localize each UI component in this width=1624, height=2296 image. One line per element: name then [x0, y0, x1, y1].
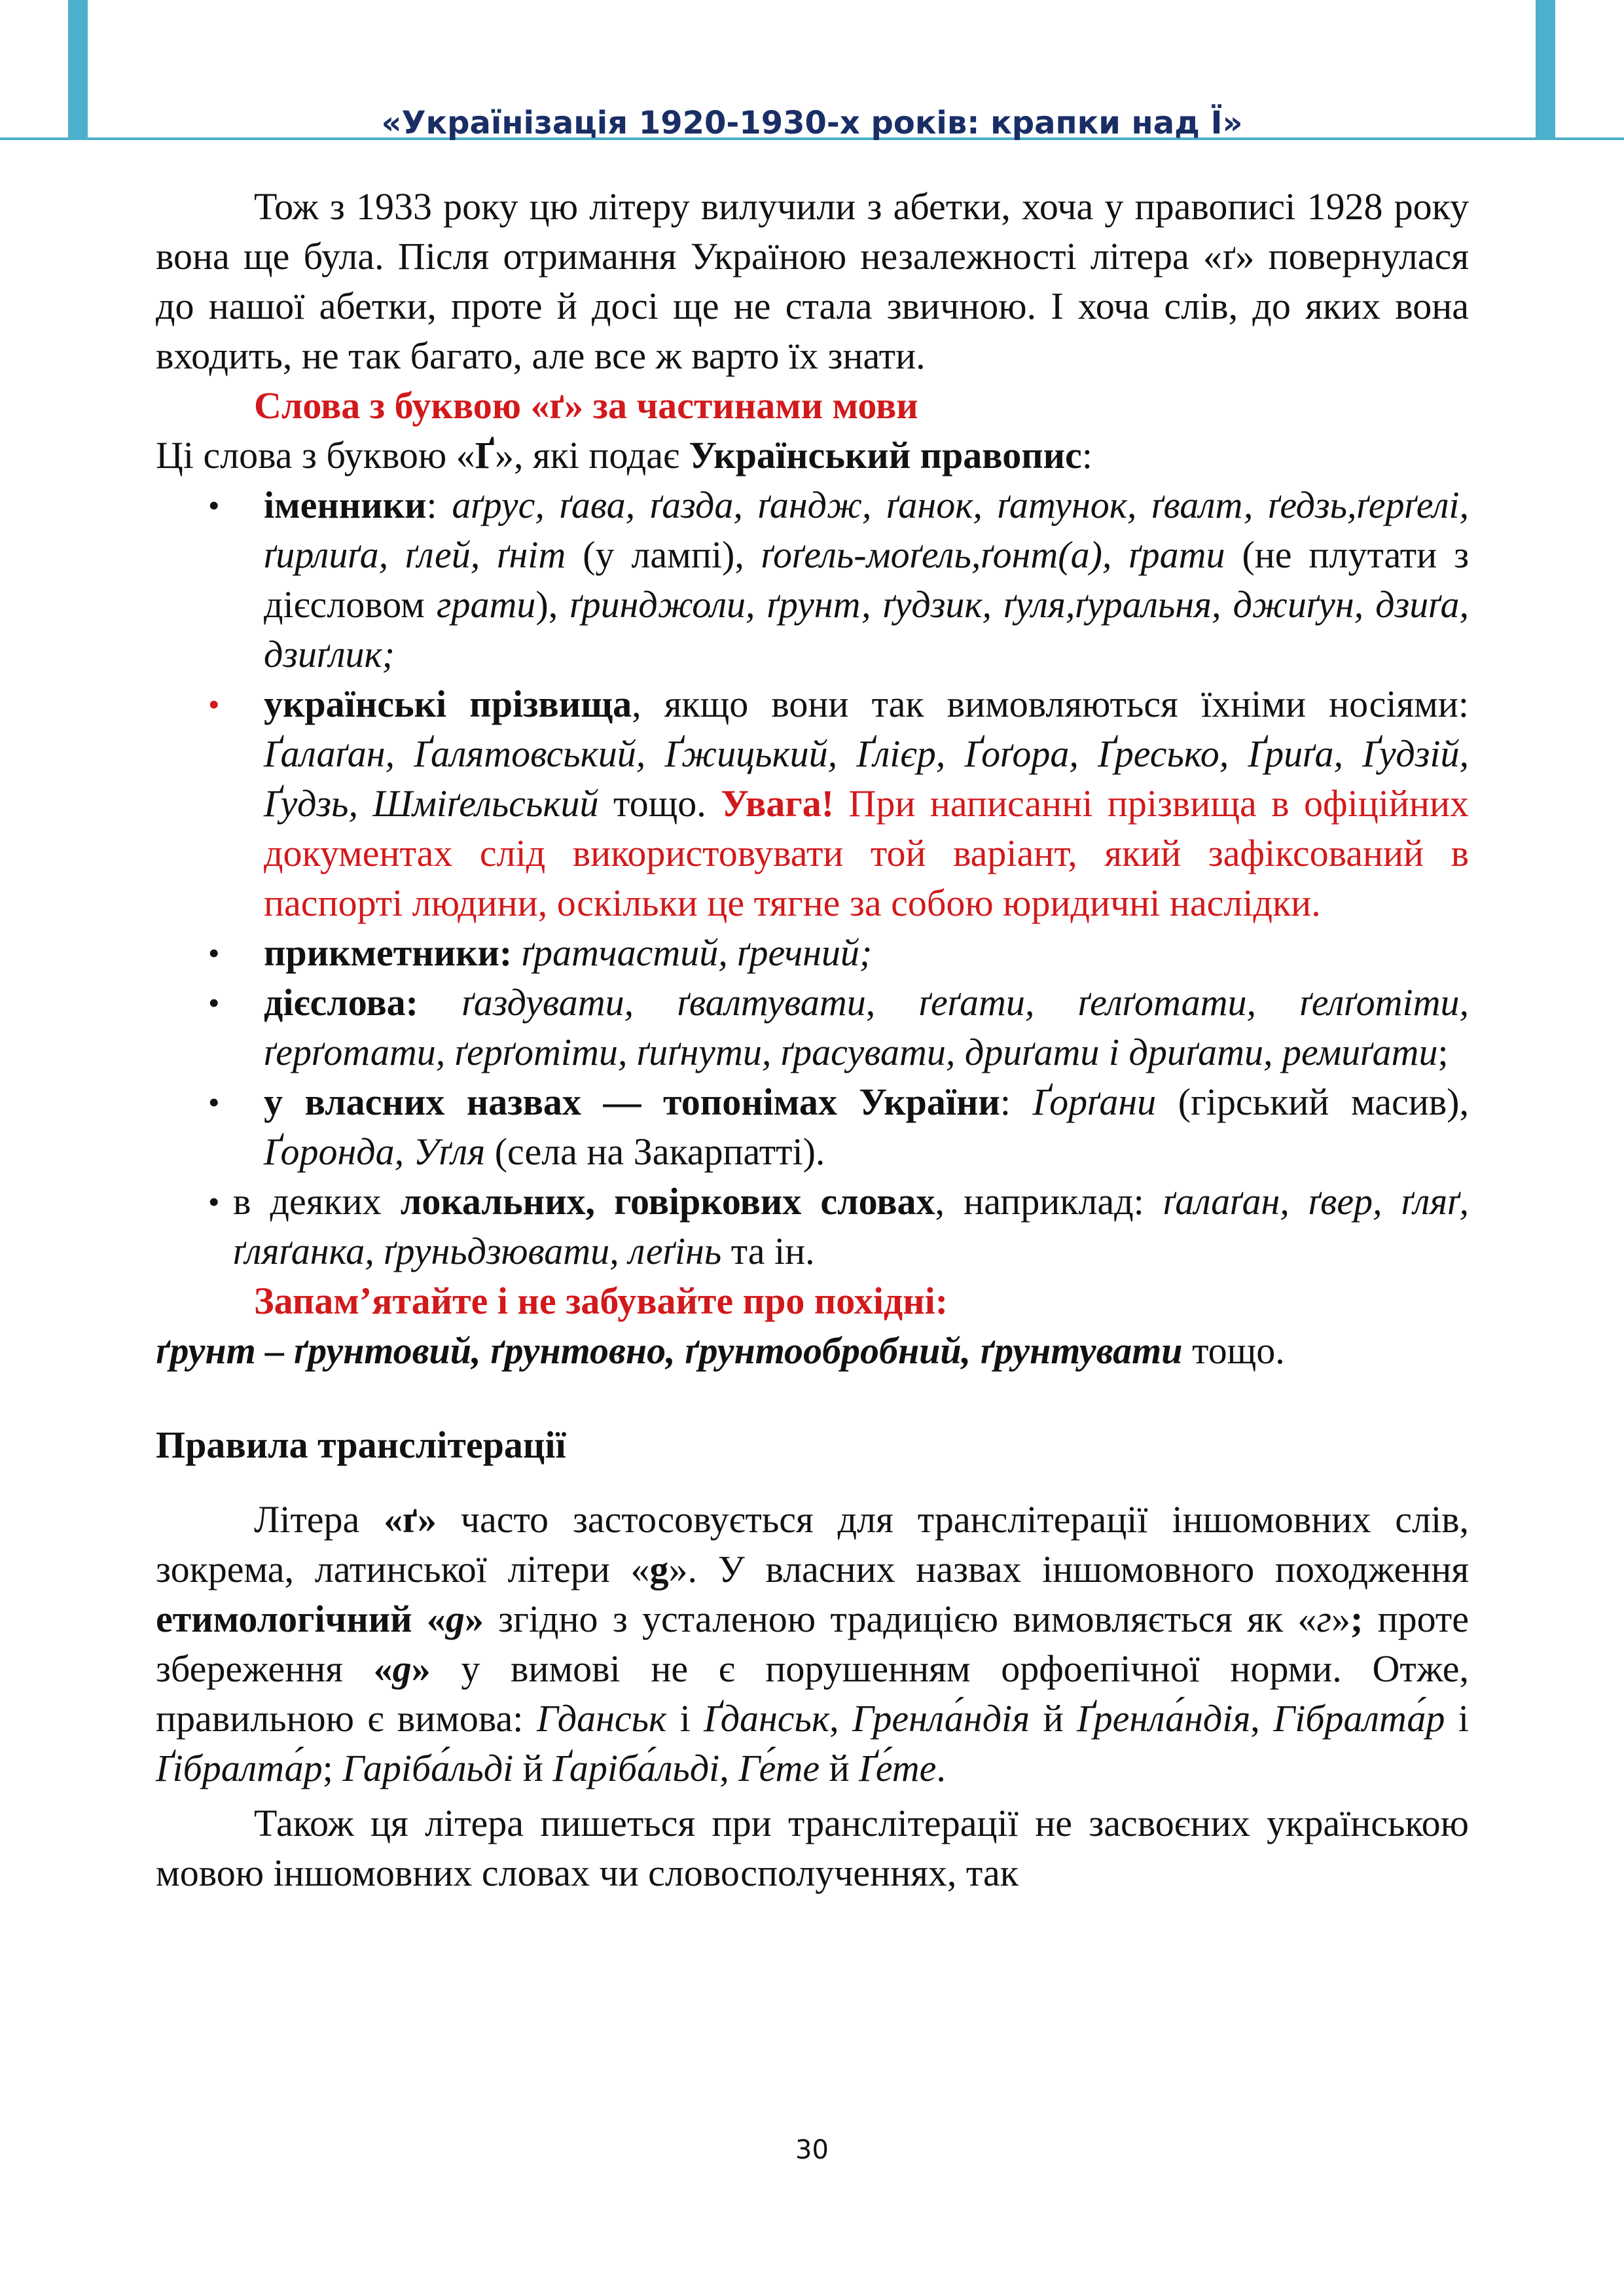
list-item-toponyms: • у власних назвах — топонімах України: Ґорґани (гірський масив), Ґоронда, Уґля (села на Закарпатті). [156, 1077, 1469, 1177]
list-item-dialect-words: • в деяких локальних, говіркових словах, наприклад: ґалаґан, ґвер, ґляґ, ґляґанка, ґруньдзювати, леґінь та ін. [156, 1177, 1469, 1276]
list-item-verbs: • дієслова: ґаздувати, ґвалтувати, ґеґати, ґелґотати, ґелґотіти, ґерґотати, ґерґотіти, ґиґнути, ґрасувати, дриґати і дриґати, ремиґати; [156, 978, 1469, 1077]
warning-label: Увага! [721, 782, 835, 825]
page-number: 30 [795, 2135, 829, 2165]
page-header-title: «Українізація 1920-1930-х років: крапки над Ї» [381, 105, 1243, 141]
list-item-surnames: • українські прізвища, якщо вони так вимовляються їхніми носіями: Ґалаґан, Ґалятовський, Ґжицький, Ґлієр, Ґоґора, Ґресько, Ґриґа, Ґудзій, Ґудзь, Шміґельський тощо. Увага! При написанні прізвища в офіційних документах слід використовувати той варіант, який зафіксований в паспорті людини, оскільки це тягне за собою юридичні наслідки. [156, 679, 1469, 928]
section-title-transliteration: Правила транслітерації [156, 1424, 566, 1466]
list-item-adjectives: • прикметники: ґратчастий, ґречний; [156, 928, 1469, 978]
paragraph-2: Літера «ґ» часто застосовується для транслітерації іншомовних слів, зокрема, латинської літери «g». У власних назвах іншомовного походження етимологічний «g» згідно з усталеною традицією вимовляється як «г»; проте збереження «g» у вимові не є порушенням орфоепічної норми. Отже, правильною є вимова: Гданськ і Ґданськ, Гренла́ндія й Ґренла́ндія, Гібралта́р і Ґібралта́р; Гаріба́льді й Ґаріба́льді, Ге́те й Ґе́те. [156, 1498, 1469, 1789]
paragraph-1: Тож з 1933 року цю літеру вилучили з абетки, хоча у правописі 1928 року вона ще була. Після отримання Україною незалежності літера «ґ» повернулася до нашої абетки, проте й досі ще не стала звичною. І хоча слів, до яких вона входить, не так багато, але все ж варто їх знати. [156, 185, 1469, 377]
remember-line: ґрунт – ґрунтовий, ґрунтовно, ґрунтообробний, ґрунтувати тощо. [156, 1329, 1285, 1372]
list-item-nouns: • іменники: аґрус, ґава, ґазда, ґандж, ґанок, ґатунок, ґвалт, ґедзь,ґерґелі, ґирлиґа, ґлей, ґніт (у лампі), ґоґель-моґель,ґонт(а), ґрати (не плутати з дієсловом грати), ґринджоли, ґрунт, ґудзик, ґуля,ґуральня, джиґун, дзиґа, дзиґлик; [156, 480, 1469, 679]
intro-line: Ці слова з буквою «Ґ», які подає Український правопис: [156, 434, 1092, 476]
warning-text: При написанні прізвища в офіційних документах слід використовувати той варіант, який зафіксований в паспорті людини, оскільки це тягне за собою юридичні наслідки. [264, 782, 1469, 924]
page-content [156, 182, 1469, 1898]
paragraph-3: Також ця літера пишеться при транслітерації не засвоєних українською мовою іншомовних словах чи словосполученнях, так [156, 1802, 1469, 1894]
remember-heading: Запам’ятайте і не забувайте про похідні: [254, 1280, 948, 1322]
word-list [156, 480, 1469, 1276]
subheading-parts-of-speech: Слова з буквою «ґ» за частинами мови [254, 384, 918, 427]
